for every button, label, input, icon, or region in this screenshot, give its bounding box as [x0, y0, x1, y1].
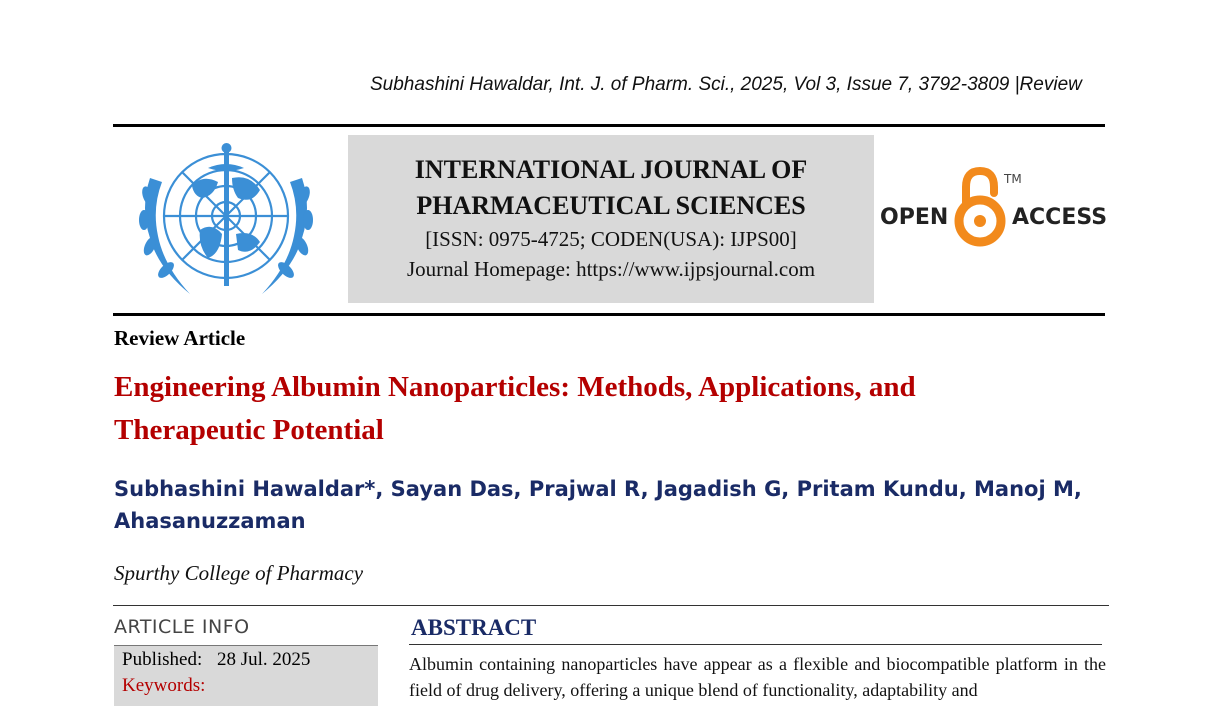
published-row	[122, 649, 310, 671]
published-date: 28 Jul. 2025	[216, 649, 311, 670]
open-access-lock-icon	[959, 171, 1001, 242]
open-access-logo	[880, 165, 1108, 251]
article-info-box	[114, 646, 378, 706]
author-list-line1: Subhashini Hawaldar*, Sayan Das, Prajwal R, Jagadish G, Pritam Kundu, Manoj M,	[114, 477, 1082, 501]
author-list	[114, 473, 1109, 537]
author-list-line2: Ahasanuzzaman	[114, 509, 306, 533]
article-type: Review Article	[114, 326, 246, 350]
abstract-heading: ABSTRACT	[411, 615, 537, 640]
article-title	[114, 366, 1104, 452]
journal-title-line2: PHARMACEUTICAL SCIENCES	[416, 191, 806, 220]
open-access-right-text: ACCESS	[1012, 205, 1108, 230]
header-bottom-rule	[113, 313, 1105, 316]
article-title-line1: Engineering Albumin Nanoparticles: Methods, Applications, and	[114, 371, 916, 403]
trademark-mark: TM	[1004, 172, 1022, 186]
open-access-left-text: OPEN	[880, 205, 949, 230]
article-info-heading: ARTICLE INFO	[114, 616, 250, 638]
keywords-label: Keywords:	[122, 675, 206, 696]
abstract-underline	[409, 644, 1102, 645]
journal-homepage[interactable]: Journal Homepage: https://www.ijpsjournal.com	[406, 257, 816, 281]
un-emblem-logo	[128, 138, 324, 306]
journal-banner	[348, 135, 874, 303]
header-top-rule	[113, 124, 1105, 127]
published-label: Published:	[122, 649, 203, 670]
journal-issn: [ISSN: 0975-4725; CODEN(USA): IJPS00]	[425, 227, 797, 251]
running-head: Subhashini Hawaldar, Int. J. of Pharm. Sci., 2025, Vol 3, Issue 7, 3792-3809 |Review	[370, 74, 1082, 95]
affiliation: Spurthy College of Pharmacy	[114, 561, 364, 585]
abstract-text: Albumin containing nanoparticles have appear as a flexible and biocompatible platform in the field of drug delivery, offering a unique blend of functionality, adaptability and	[409, 654, 1106, 700]
article-title-line2: Therapeutic Potential	[114, 414, 384, 446]
section-divider	[113, 605, 1109, 606]
journal-title-line1: INTERNATIONAL JOURNAL OF	[414, 155, 808, 184]
